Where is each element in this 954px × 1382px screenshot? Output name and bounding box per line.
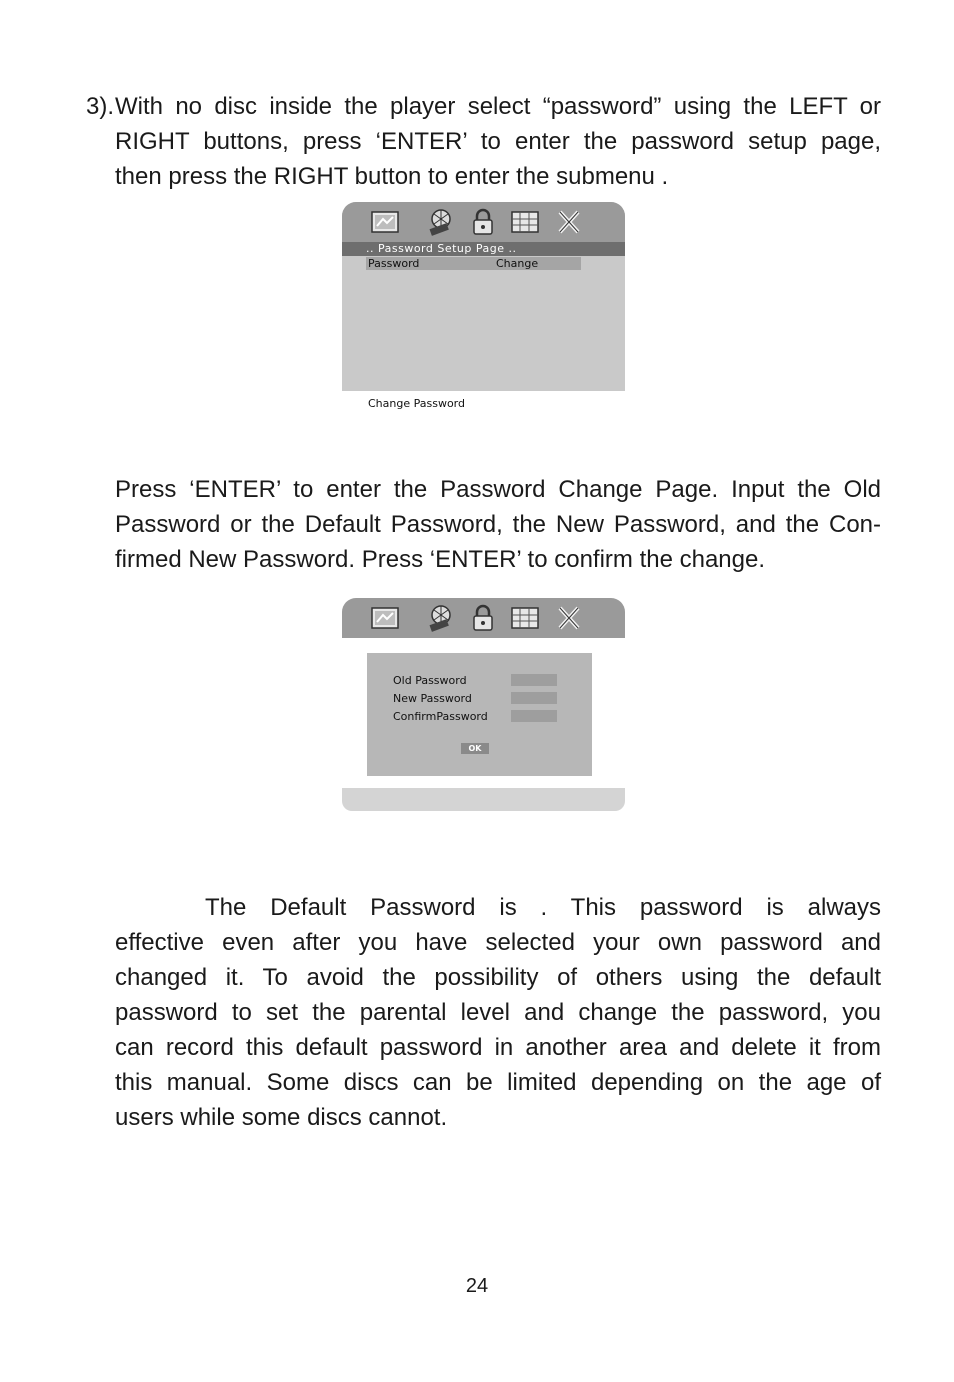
text-line: RIGHT buttons, press ‘ENTER’ to enter the password setup page, [115,128,881,155]
old-password-field[interactable] [511,674,557,686]
page-number: 24 [465,1275,489,1297]
confirm-password-label: ConfirmPassword [393,710,488,723]
preference-icon [510,208,540,236]
text-line: can record this default password in another area and delete it from [115,1034,881,1061]
password-setup-screen [342,202,625,391]
text-line: then press the RIGHT button to enter the submenu . [115,163,669,190]
old-password-label: Old Password [393,674,467,687]
default-password-paragraph [115,890,881,1135]
new-password-field[interactable] [511,692,557,704]
new-password-label: New Password [393,692,472,705]
osd-bottom-bar [342,788,625,811]
step3-paragraph [115,89,881,194]
text-line: users while some discs cannot. [115,1104,448,1131]
text-line: effective even after you have selected your own password and [115,929,881,956]
password-row[interactable] [366,257,581,270]
password-lock-icon [468,604,498,632]
exit-icon [554,604,584,632]
text-line: password to set the parental level and change the password, you [115,999,881,1026]
password-dialog [367,653,592,776]
text-line: The Default Password is . This password is always [205,894,881,921]
exit-icon [554,208,584,236]
password-lock-icon [468,208,498,236]
password-change-paragraph [115,472,881,577]
text-line: firmed New Password. Press ‘ENTER’ to confirm the change. [115,546,766,573]
confirm-password-field[interactable] [511,710,557,722]
osd-page-title: .. Password Setup Page .. [342,242,625,256]
password-label: Password [366,257,494,270]
ok-button[interactable]: OK [461,743,489,754]
general-setup-icon [370,604,400,632]
audio-setup-icon [426,208,456,236]
text-line: this manual. Some discs can be limited depending on the age of [115,1069,881,1096]
step-number: 3). [86,93,115,120]
text-line: Press ‘ENTER’ to enter the Password Change Page. Input the Old [115,476,881,503]
change-option[interactable]: Change [494,257,581,270]
osd-icon-bar [342,598,625,638]
general-setup-icon [370,208,400,236]
text-line: changed it. To avoid the possibility of others using the default [115,964,881,991]
audio-setup-icon [426,604,456,632]
text-line: With no disc inside the player select “password” using the LEFT or [115,93,881,120]
preference-icon [510,604,540,632]
osd-icon-bar [342,202,625,242]
osd-hint: Change Password [368,397,465,410]
text-line: Password or the Default Password, the New Password, and the Con- [115,511,881,538]
